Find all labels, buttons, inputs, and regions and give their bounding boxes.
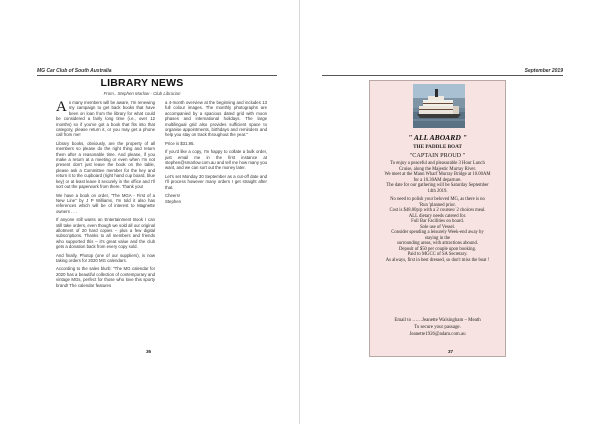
flyer-line: Cost is $48.00p/p with a 2 courses/ 2 choices meal.: [389, 208, 486, 213]
flyer-line: The date for our gathering will be Saturday September: [386, 183, 489, 188]
sign-off: Cheers!: [165, 193, 181, 199]
header-rule: [37, 75, 277, 76]
article-paragraph: Let's set Monday 30 September as a cut-off date and I'll process however many orders I get straight after that.: [165, 173, 267, 190]
issue-date-header: September 2019: [524, 68, 563, 74]
flyer-line: surrounding areas, with attractions abound.: [397, 241, 478, 246]
flyer-line: Consider spending a leisurely Week-end away by: [391, 230, 484, 235]
article-paragraph: a 4-month overview at the beginning and includes 13 full colour images. The monthly photographs are accompanied by a spacious dated grid with moon phases and international holidays. The large multilingual grid also provides sufficient space to organise appointments, birthdays and reminders and help you stay on track throughout the year.": [165, 100, 267, 138]
paddle-steamer-illustration: [413, 84, 465, 128]
flyer-line: We meet at the Mann Wharf Murray Bridge at 10.00AM: [384, 172, 491, 177]
price-line: Price is $31.95.: [165, 140, 195, 146]
flyer-line: 14th 2019.: [427, 188, 448, 194]
flyer-line: staying in the: [424, 235, 451, 241]
cruise-flyer: [369, 80, 506, 357]
flyer-subheading: THE PADDLE BOAT: [413, 144, 462, 150]
article-paragraph: [56, 100, 155, 138]
flyer-line: Paid to MGCC of SA Secretary.: [407, 252, 468, 257]
contact-email: Jeanette1926@adam.com.au: [409, 332, 466, 337]
paragraph-text: s many members will be aware, I'm renewing my campaign to get back books that have been on loan from the library for what could be considered a fairly long time (i.e., over 12 months) so if you've got a book that fits into that category, please return it, or you may get a phone call from me!: [56, 100, 155, 138]
contact-line: Email to ……Jeanette Walsingham – Meath: [394, 318, 481, 323]
article-title: LIBRARY NEWS: [100, 77, 184, 89]
flyer-headline: " ALL ABOARD ": [408, 133, 467, 142]
article-paragraph: If you'd like a copy, I'm happy to collate a bulk order, just email me in the first instance at stephen@smarlow.com.au and tell me how many you want, and we can sort out the money later.: [165, 149, 267, 171]
page-number: 36: [146, 349, 152, 354]
article-column-1: [56, 100, 155, 291]
article-paragraph: And finally, Photop (one of our suppliers), is now taking orders for 2020 MG calendars.: [56, 252, 155, 263]
article-column-2: [165, 100, 267, 204]
flyer-line: 'Run 'planned prior.: [419, 202, 456, 208]
flyer-line: Sole use of Vessel.: [419, 224, 456, 230]
contact-line: To secure your passage.: [414, 325, 461, 330]
right-page: [300, 0, 600, 424]
flyer-line: Deposit of $50 per couple upon booking.: [399, 246, 476, 252]
flyer-contact: [372, 317, 503, 338]
club-header: MG Car Club of South Australia: [37, 68, 112, 74]
paddle-steamer-photo: [413, 84, 465, 128]
drop-cap: A: [56, 99, 67, 115]
article-paragraph: If anyone still wants an Entertainment Book I can still take orders, even though we sold all our original allotment of 20 hard copies – plus a few digital subscriptions. Thanks to all members and friends who supported this – it's great value and the club gets a donation back from every copy sold.: [56, 217, 155, 250]
article-paragraph: Library books, obviously, are the property of all members so please do the right thing and return them after a reasonable time. And please, if you make a return at a meeting or even when I'm not present don't just leave the book on the table, please ask a Committee member for the key and return it to the cupboard (right hand cup board, blue key) or at least leave it securely in the office and I'll sort out the paperwork from there. Thank you!: [56, 140, 155, 190]
article-paragraph: According to the sales blurb: "The MG calendar for 2020 has a beautiful collection of contemporary and vintage MGs, perfect for those who love this sporty brand! The calendar features: [56, 266, 155, 288]
article-byline: From.. Stephen Marlow - Club Librarian: [103, 91, 181, 96]
flyer-line: No need to polish your beloved MG, as there is no: [390, 197, 485, 202]
signature: Stephen: [165, 198, 182, 204]
sign-off-block: [165, 193, 267, 204]
flyer-line: ALL dietary needs catered for.: [408, 213, 467, 219]
flyer-details: [372, 161, 503, 263]
boat-name: "CAPTAIN PROUD ": [409, 152, 466, 159]
flyer-line: As always, first in best dressed, so don't miss the boat !: [385, 257, 490, 263]
article-paragraph: We have a book on order, "The MGA - First of a New Line" by J P Williams, I'm told it also has references which will be of interest to Magnette owners . . .: [56, 192, 155, 214]
header-rule: [322, 75, 563, 76]
page-number: 37: [448, 349, 454, 354]
flyer-line: Cruise, along the Majestic Murray River.: [399, 166, 476, 172]
flyer-line: for a 10.30AM departure.: [413, 177, 462, 183]
flyer-line: Full Bar Facilities on board.: [411, 219, 464, 224]
flyer-line: To enjoy a peaceful and pleasurable 3 Hour Lunch: [390, 161, 485, 166]
